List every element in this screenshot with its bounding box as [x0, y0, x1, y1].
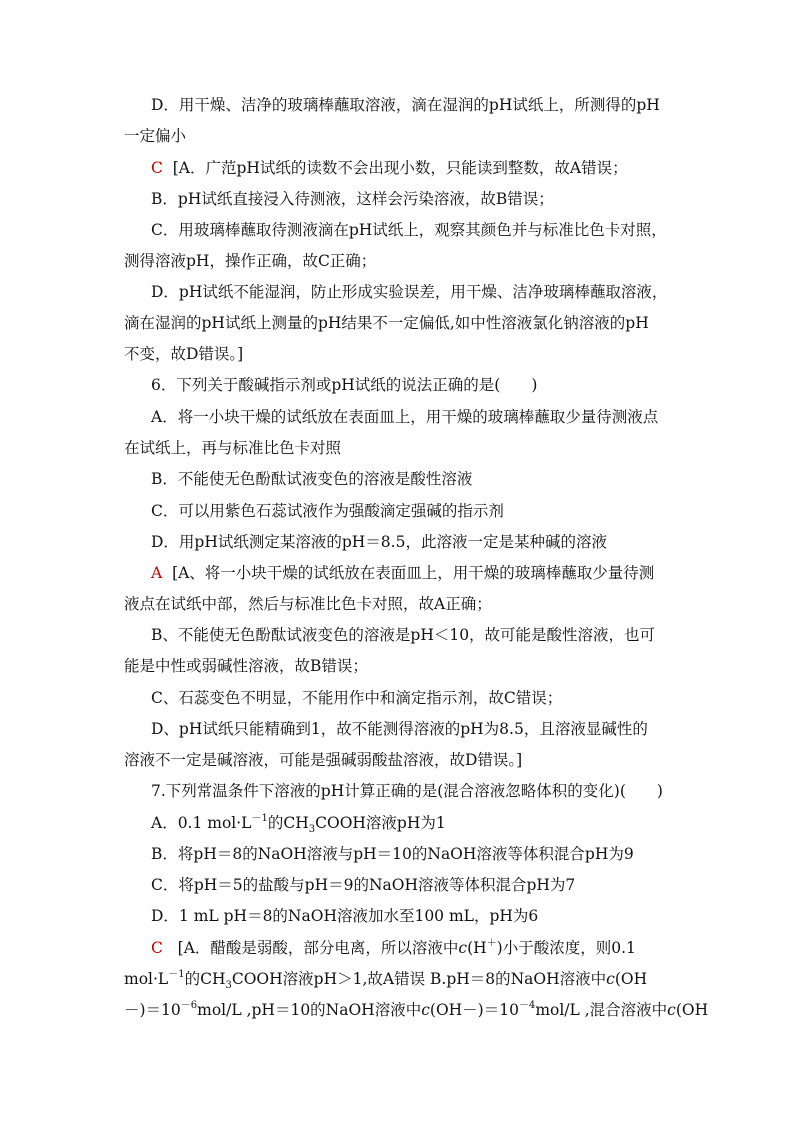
q6-option-a-line1: A．将一小块干燥的试纸放在表面皿上，用干燥的玻璃棒蘸取少量待测液点	[151, 408, 659, 426]
q6-option-a-line2: 在试纸上，再与标准比色卡对照	[124, 439, 342, 457]
q7-explanation-line3: $-)=10^{-6}mol/L$ ,pH＝10的NaOH溶液中$c(OH-)=10^{-4}mol/L$ ,混合溶液中c(OH	[124, 999, 709, 1019]
q6-option-d: D．用pH试纸测定某溶液的pH＝8.5，此溶液一定是某种碱的溶液	[151, 533, 607, 551]
q7-option-c: C．将pH＝5的盐酸与pH＝9的NaOH溶液等体积混合pH为7	[151, 876, 576, 894]
q5-explanation-d3: 不变，故D错误。]	[124, 345, 244, 363]
q6-explanation-b2: 能是中性或弱碱性溶液，故B错误；	[124, 657, 368, 675]
q7-answer: C	[151, 939, 163, 957]
q6-explanation-a2: 液点在试纸中部，然后与标准比色卡对照，故A正确；	[124, 595, 492, 613]
q7-option-b: B．将pH＝8的NaOH溶液与pH＝10的NaOH溶液等体积混合pH为9	[151, 845, 634, 863]
q6-explanation-c: C、石蕊变色不明显，不能用作中和滴定指示剂，故C错误；	[151, 689, 563, 707]
q6-answer: A	[151, 564, 163, 582]
q5-explanation-d1: D．pH试纸不能湿润，防止形成实验误差，用干燥、洁净玻璃棒蘸取溶液，	[151, 283, 668, 301]
q7-option-d: D．1 mL pH＝8的NaOH溶液加水至100 mL，pH为6	[151, 907, 539, 925]
q7-stem: 7.下列常温条件下溶液的pH计算正确的是(混合溶液忽略体积的变化)( )	[151, 782, 663, 800]
q5-explanation-b: B．pH试纸直接浸入待测液，这样会污染溶液，故B错误；	[151, 190, 554, 208]
q7-explanation-line2: $mol\cdot L^{-1}$的$CH_3COOH$溶液pH＞1,故A错误 B.pH＝8的NaOH溶液中c(OH	[124, 968, 648, 992]
q5-option-d-line1: D．用干燥、洁净的玻璃棒蘸取溶液，滴在湿润的pH试纸上，所测得的pH	[151, 96, 660, 114]
q5-option-d-line2: 一定偏小	[124, 127, 187, 145]
q6-explanation-b1: B、不能使无色酚酞试液变色的溶液是pH＜10，故可能是酸性溶液，也可	[151, 626, 656, 644]
q6-explanation-a1: A [A、将一小块干燥的试纸放在表面皿上，用干燥的玻璃棒蘸取少量待测	[151, 564, 655, 582]
q5-explanation-a: C [A．广范pH试纸的读数不会出现小数，只能读到整数，故A错误；	[151, 159, 628, 177]
q5-explanation-c1: C．用玻璃棒蘸取待测液滴在pH试纸上，观察其颜色并与标准比色卡对照，	[151, 221, 667, 239]
q6-explanation-d1: D、pH试纸只能精确到1，故不能测得溶液的pH为8.5，且溶液显碱性的	[151, 720, 648, 738]
q5-explanation-d2: 滴在湿润的pH试纸上测量的pH结果不一定偏低,如中性溶液氯化钠溶液的pH	[124, 314, 649, 332]
q6-option-c: C．可以用紫色石蕊试液作为强酸滴定强碱的指示剂	[151, 502, 504, 520]
q6-stem: 6．下列关于酸碱指示剂或pH试纸的说法正确的是( )	[151, 376, 538, 394]
q7-option-a: A．0.1 $mol\cdot L^{-1}$的$CH_3COOH$溶液pH为1	[151, 812, 446, 836]
q6-explanation-d2: 溶液不一定是碱溶液，可能是强碱弱酸盐溶液，故D错误。]	[124, 751, 523, 769]
q6-option-b: B．不能使无色酚酞试液变色的溶液是酸性溶液	[151, 470, 473, 488]
q5-explanation-c2: 测得溶液pH，操作正确，故C正确；	[124, 252, 377, 270]
q7-explanation-line1: C [A．醋酸是弱酸，部分电离，所以溶液中c(H＋)小于酸浓度，则0.1	[151, 937, 636, 957]
q5-answer: C	[151, 159, 163, 177]
